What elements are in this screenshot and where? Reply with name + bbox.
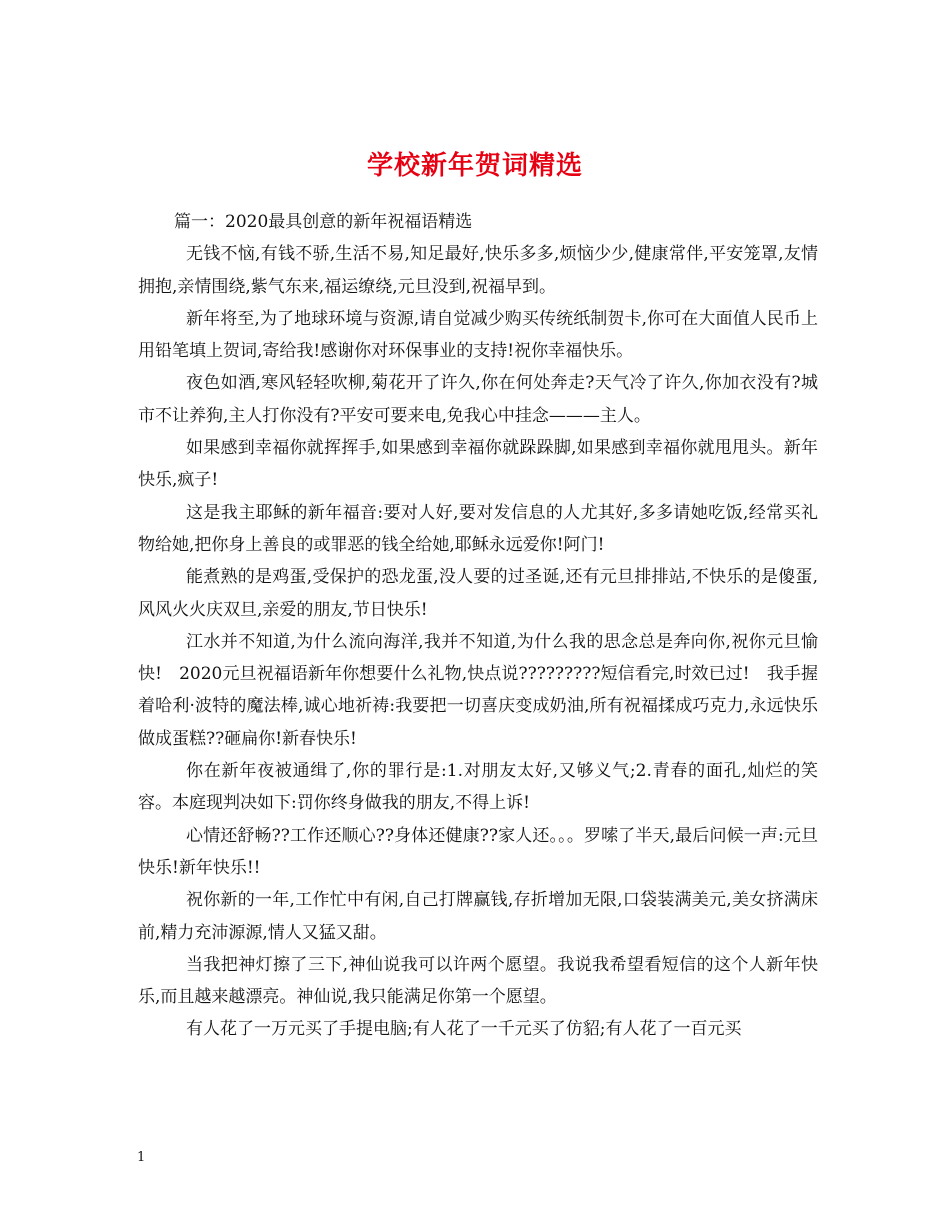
paragraph-1: 无钱不恼,有钱不骄,生活不易,知足最好,快乐多多,烦恼少少,健康常伴,平安笼罩,友情拥抱,亲情围绕,紫气东来,福运缭绕,元旦没到,祝福早到。 (138, 244, 818, 297)
paragraph-6: 能煮熟的是鸡蛋,受保护的恐龙蛋,没人要的过圣诞,还有元旦排排站,不快乐的是傻蛋,风风火火庆双旦,亲爱的朋友,节日快乐! (138, 567, 818, 620)
document-title: 学校新年贺词精选 (366, 151, 583, 182)
section-heading: 篇一：2020最具创意的新年祝福语精选 (174, 212, 473, 232)
paragraph-7: 江水并不知道,为什么流向海洋,我并不知道,为什么我的思念总是奔向你,祝你元旦愉快! 2020元旦祝福语新年你想要什么礼物,快点说?????????短信看完,时效已过! 我手握着哈利·波特的魔法棒,诚心地祈祷:我要把一切喜庆变成奶油,所有祝福揉成巧克力,永远快乐做成蛋糕??砸扁你!新春快乐! (138, 631, 818, 749)
paragraph-10: 祝你新的一年,工作忙中有闲,自己打牌赢钱,存折增加无限,口袋装满美元,美女挤满床前,精力充沛源源,情人又猛又甜。 (138, 890, 818, 943)
paragraph-2: 新年将至,为了地球环境与资源,请自觉减少购买传统纸制贺卡,你可在大面值人民币上用铅笔填上贺词,寄给我!感谢你对环保事业的支持!祝你幸福快乐。 (138, 308, 818, 362)
paragraph-4: 如果感到幸福你就挥挥手,如果感到幸福你就跺跺脚,如果感到幸福你就甩甩头。新年快乐,疯子! (138, 438, 818, 491)
paragraph-11: 当我把神灯擦了三下,神仙说我可以许两个愿望。我说我希望看短信的这个人新年快乐,而且越来越漂亮。神仙说,我只能满足你第一个愿望。 (138, 954, 818, 1008)
document-body (138, 206, 818, 1046)
paragraph-9: 心情还舒畅??工作还顺心??身体还健康??家人还。。。罗嗦了半天,最后问候一声:元旦快乐!新年快乐!! (138, 825, 818, 878)
paragraph-3: 夜色如酒,寒风轻轻吹柳,菊花开了许久,你在何处奔走?天气冷了许久,你加衣没有?城市不让养狗,主人打你没有?平安可要来电,免我心中挂念———主人。 (138, 373, 818, 426)
paragraph-8: 你在新年夜被通缉了,你的罪行是:1.对朋友太好,又够义气;2.青春的面孔,灿烂的笑容。本庭现判决如下:罚你终身做我的朋友,不得上诉! (138, 761, 818, 814)
paragraph-5: 这是我主耶稣的新年福音:要对人好,要对发信息的人尤其好,多多请她吃饭,经常买礼物给她,把你身上善良的或罪恶的钱全给她,耶稣永远爱你!阿门! (138, 502, 818, 555)
page-number: 1 (137, 1150, 146, 1165)
paragraph-12: 有人花了一万元买了手提电脑;有人花了一千元买了仿貂;有人花了一百元买 (186, 1019, 742, 1040)
